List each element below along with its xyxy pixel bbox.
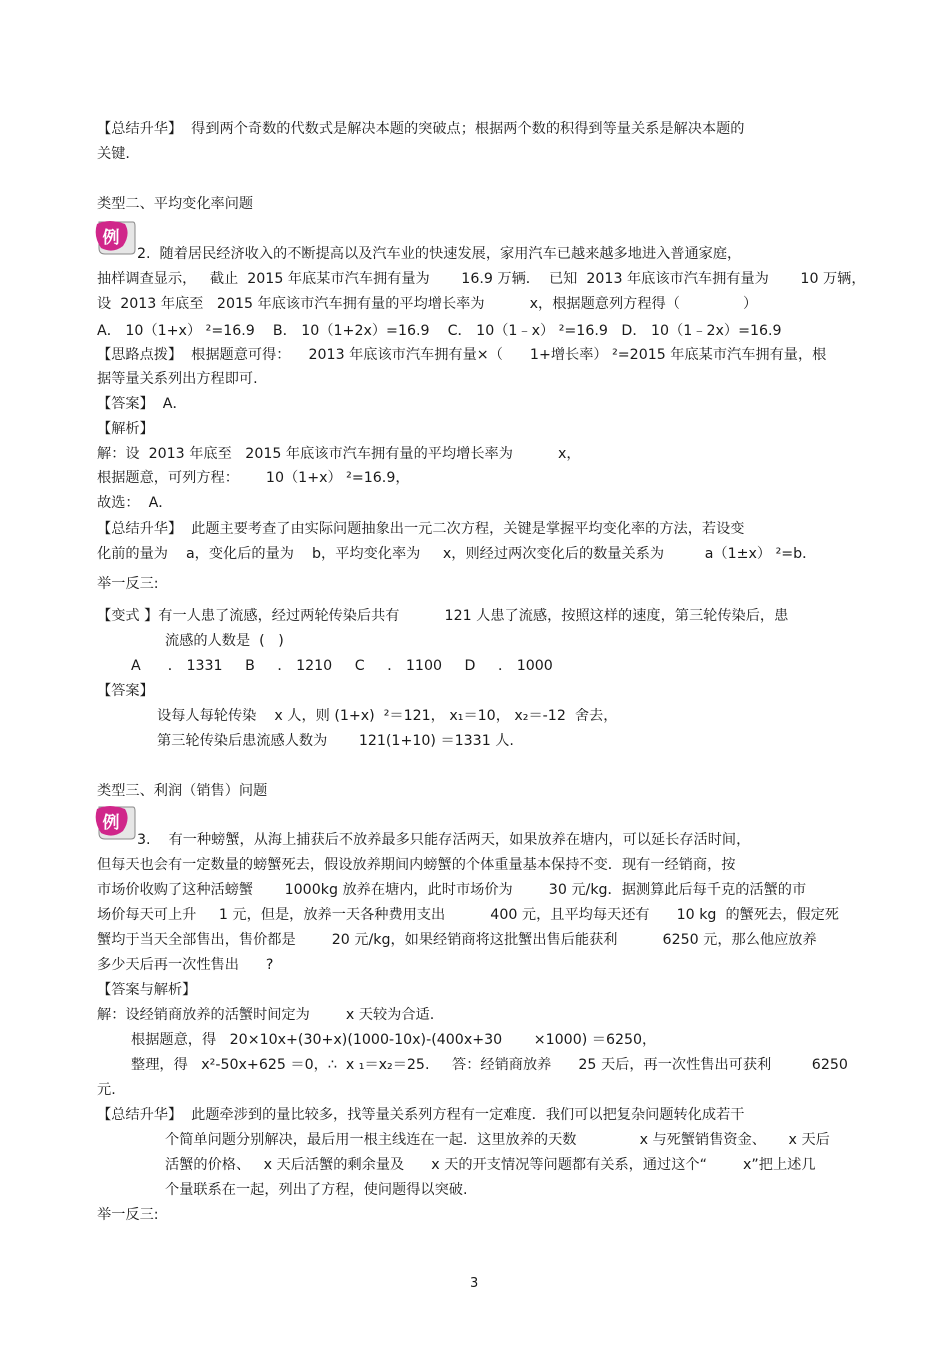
text-line: 3. 有一种螃蟹，从海上捕获后不放养最多只能存活两天，如果放养在塘内，可以延长存活时间， bbox=[137, 832, 751, 848]
text-line: 整理，得 x²-50x+625 ＝0，∴ x ₁＝x₂＝25. 答：经销商放养 25 天后，再一次性售出可获利 6250 bbox=[131, 1057, 848, 1073]
text-line: 解：设经销商放养的活蟹时间定为 x 天较为合适. bbox=[97, 1007, 435, 1023]
text-line: 【答案与解析】 bbox=[97, 982, 197, 998]
text-line: 但每天也会有一定数量的螃蟹死去，假设放养期间内螃蟹的个体重量基本保持不变．现有一经销商，按 bbox=[97, 857, 736, 873]
badge-char: 例 bbox=[102, 813, 120, 833]
text-line: 蟹均于当天全部售出，售价都是 20 元/kg，如果经销商将这批蟹出售后能获利 6250 元，那么他应放养 bbox=[97, 932, 817, 948]
text-line: 据等量关系列出方程即可. bbox=[97, 371, 258, 387]
text-line: 个简单问题分别解决，最后用一根主线连在一起．这里放养的天数 x 与死蟹销售资金、 x 天后 bbox=[165, 1132, 830, 1148]
page-number: 3 bbox=[470, 1276, 479, 1291]
text-line: 市场价收购了这种活螃蟹 1000kg 放养在塘内，此时市场价为 30 元/kg．据测算此后每千克的活蟹的市 bbox=[97, 882, 807, 898]
text-line: A ． 1331 B ． 1210 C ． 1100 D ． 1000 bbox=[131, 658, 553, 674]
text-line: 【思路点拨】 根据题意可得： 2013 年底该市汽车拥有量×（ 1+增长率） ²=2015 年底某市汽车拥有量，根 bbox=[97, 347, 827, 363]
text-line: 场价每天可上升 1 元，但是，放养一天各种费用支出 400 元，且平均每天还有 10 kg 的蟹死去，假定死 bbox=[97, 907, 839, 923]
text-line: 【解析】 bbox=[97, 421, 154, 437]
text-line: 举一反三: bbox=[97, 576, 159, 592]
text-line: 化前的量为 a，变化后的量为 b，平均变化率为 x，则经过两次变化后的数量关系为 a（1±x） ²=b． bbox=[97, 546, 817, 562]
text-line: 解：设 2013 年底至 2015 年底该市汽车拥有量的平均增长率为 x， bbox=[97, 446, 581, 462]
text-line: 2. 随着居民经济收入的不断提高以及汽车业的快速发展，家用汽车已越来越多地进入普通家庭， bbox=[137, 246, 742, 262]
text-line: 个量联系在一起，列出了方程，使问题得以突破. bbox=[165, 1182, 468, 1198]
text-line: A． 10（1+x） ²=16.9 B． 10（1+2x）=16.9 C． 10（1﹣x） ²=16.9 D． 10（1﹣2x）=16.9 bbox=[97, 323, 782, 339]
text-line: 故选： A． bbox=[97, 495, 173, 511]
text-line: 【总结升华】 得到两个奇数的代数式是解决本题的突破点；根据两个数的积得到等量关系是解决本题的 bbox=[97, 121, 745, 137]
text-line: 元. bbox=[97, 1082, 116, 1098]
example-badge-icon bbox=[95, 220, 137, 256]
text-line: 第三轮传染后患流感人数为 121(1+10) ＝1331 人. bbox=[157, 733, 514, 749]
text-line: 设每人每轮传染 x 人，则 (1+x) ²＝121， x₁＝10， x₂＝-12 舍去， bbox=[157, 708, 618, 724]
section-heading: 类型二、平均变化率问题 bbox=[97, 196, 254, 212]
text-line: 流感的人数是 ( ) bbox=[165, 633, 284, 649]
text-line: 【变式 】有一人患了流感，经过两轮传染后共有 121 人患了流感，按照这样的速度，第三轮传染后，患 bbox=[97, 608, 789, 624]
text-line: 【总结升华】 此题主要考查了由实际问题抽象出一元二次方程，关键是掌握平均变化率的方法，若设变 bbox=[97, 521, 745, 537]
text-line: 【总结升华】 此题牵涉到的量比较多，找等量关系列方程有一定难度．我们可以把复杂问题转化成若干 bbox=[97, 1107, 745, 1123]
text-line: 根据题意，得 20×10x+(30+x)(1000-10x)-(400x+30 ×1000) ＝6250， bbox=[131, 1032, 657, 1048]
text-line: 举一反三: bbox=[97, 1207, 159, 1223]
text-line: 根据题意，可列方程： 10（1+x） ²=16.9， bbox=[97, 470, 410, 486]
text-line: 【答案】 bbox=[97, 683, 154, 699]
example-badge-icon bbox=[95, 805, 137, 841]
text-line: 关键. bbox=[97, 146, 130, 162]
text-line: 多少天后再一次性售出 ? bbox=[97, 957, 274, 973]
text-line: 【答案】 A． bbox=[97, 396, 187, 412]
text-line: 抽样调查显示， 截止 2015 年底某市汽车拥有量为 16.9 万辆． 已知 2013 年底该市汽车拥有量为 10 万辆， bbox=[97, 271, 866, 287]
text-line: 活蟹的价格、 x 天后活蟹的剩余量及 x 天的开支情况等问题都有关系，通过这个“ x”把上述几 bbox=[165, 1157, 816, 1173]
badge-char: 例 bbox=[102, 228, 120, 248]
section-heading: 类型三、利润（销售）问题 bbox=[97, 783, 268, 799]
text-line: 设 2013 年底至 2015 年底该市汽车拥有量的平均增长率为 x，根据题意列方程得（ ） bbox=[97, 296, 758, 312]
